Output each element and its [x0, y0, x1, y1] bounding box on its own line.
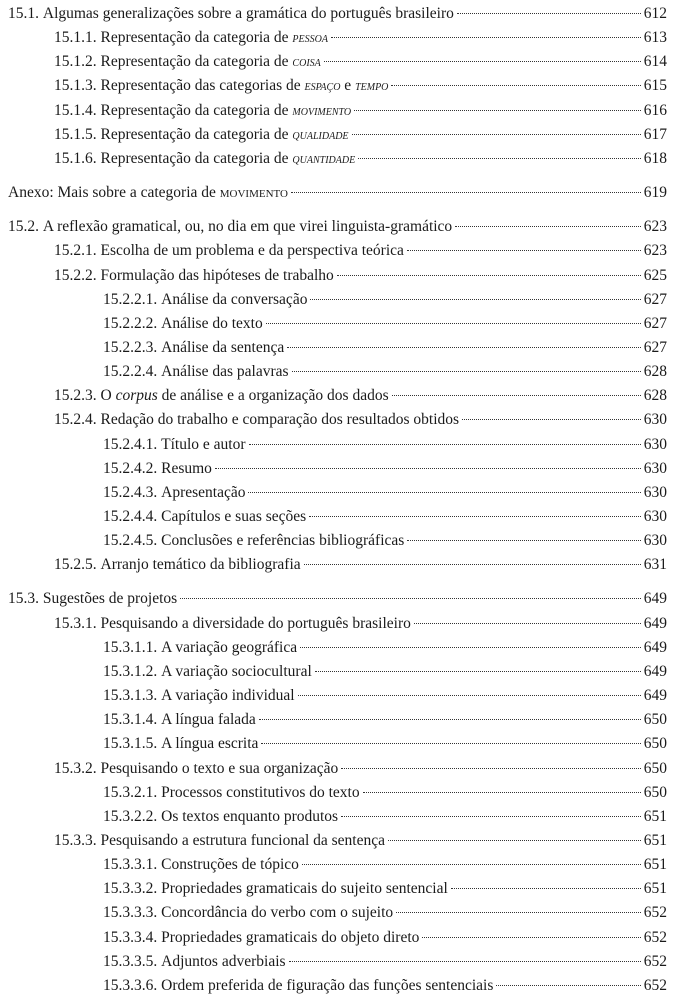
- toc-entry-title: [43, 588, 177, 610]
- toc-entry[interactable]: [0, 554, 689, 576]
- toc-entry-title: [161, 951, 285, 973]
- toc-entry-title: [101, 27, 328, 50]
- toc-entry-number: 15.2.4.2.: [103, 459, 162, 477]
- toc-entry-number: 15.2.: [8, 218, 43, 236]
- toc-entry-page-number: 623: [643, 242, 667, 260]
- dot-leader: [354, 110, 641, 111]
- toc-entry-title-part: Pesquisando a estrutura funcional da sentença: [100, 831, 386, 849]
- toc-entry[interactable]: [0, 733, 689, 755]
- toc-entry-title: [161, 289, 307, 311]
- toc-entry-title-part: Representação da categoria de: [100, 125, 293, 143]
- toc-entry-title: [161, 313, 263, 335]
- toc-entry[interactable]: [0, 685, 689, 707]
- toc-entry-page-number: 649: [643, 687, 667, 705]
- toc-entry-title-part: Análise da sentença: [161, 338, 285, 356]
- toc-entry-title-part: Anexo: Mais sobre a categoria de: [8, 184, 220, 202]
- toc-entry-title-part: corpus: [115, 387, 158, 405]
- toc-entry-number: 15.1.3.: [54, 77, 101, 95]
- toc-entry[interactable]: [0, 75, 689, 97]
- toc-entry-number: 15.3.2.1.: [103, 783, 162, 801]
- toc-entry-title-part: A variação individual: [161, 687, 295, 705]
- toc-entry-title: [101, 148, 356, 171]
- dot-leader: [358, 158, 641, 159]
- toc-entry-title-part: A língua escrita: [161, 735, 259, 753]
- toc-entry-title: [161, 975, 493, 997]
- toc-entry[interactable]: [0, 975, 689, 997]
- toc-entry-title-part: Análise da conversação: [161, 290, 308, 308]
- toc-entry-title-part: Conclusões e referências bibliográficas: [161, 532, 405, 550]
- toc-entry-title-part: Pesquisando o texto e sua organização: [100, 759, 339, 777]
- toc-entry-number: 15.1.5.: [54, 125, 101, 143]
- toc-entry-page-number: 649: [643, 590, 667, 608]
- toc-entry-number: 15.2.2.2.: [103, 314, 162, 332]
- toc-entry-title: [101, 265, 334, 287]
- toc-entry[interactable]: [0, 409, 689, 431]
- dot-leader: [392, 395, 641, 396]
- toc-entry-number: 15.2.2.3.: [103, 338, 162, 356]
- toc-entry-number: 15.2.4.: [54, 411, 101, 429]
- dot-leader: [291, 192, 641, 193]
- toc-entry-title: [161, 361, 288, 383]
- toc-entry-page-number: 625: [643, 266, 667, 284]
- toc-entry-title: [161, 661, 312, 683]
- toc-entry-number: 15.3.3.5.: [103, 952, 162, 970]
- toc-entry-title: [161, 637, 297, 659]
- toc-entry-title-part: Adjuntos adverbiais: [161, 952, 286, 970]
- toc-entry-page-number: 615: [643, 77, 667, 95]
- toc-entry-title-part: movimento: [219, 185, 289, 202]
- toc-entry[interactable]: [0, 830, 689, 852]
- toc-entry-page-number: 630: [643, 532, 667, 550]
- toc-entry-title-part: qualidade: [292, 127, 349, 143]
- dot-leader: [300, 647, 641, 648]
- toc-entry-title-part: Resumo: [161, 459, 212, 477]
- toc-entry-page-number: 623: [643, 218, 667, 236]
- toc-entry-page-number: 613: [643, 29, 667, 47]
- dot-leader: [455, 226, 641, 227]
- toc-entry-page-number: 612: [643, 5, 667, 22]
- toc-entry[interactable]: [0, 100, 689, 122]
- toc-entry-number: 15.3.1.3.: [103, 687, 162, 705]
- toc-entry[interactable]: [0, 758, 689, 780]
- toc-entry[interactable]: [0, 506, 689, 528]
- toc-entry-number: 15.3.1.5.: [103, 735, 162, 753]
- toc-entry-title-part: Título e autor: [161, 435, 246, 453]
- toc-entry-title: [161, 854, 299, 876]
- dot-leader: [388, 840, 641, 841]
- toc-entry-title-part: Os textos enquanto produtos: [161, 807, 339, 825]
- toc-entry-page-number: 651: [643, 856, 667, 874]
- toc-entry-title-part: Pesquisando a diversidade do português brasileiro: [100, 614, 411, 632]
- toc-entry[interactable]: [0, 240, 689, 262]
- toc-entry[interactable]: [0, 854, 689, 876]
- toc-entry[interactable]: [0, 124, 689, 146]
- toc-entry[interactable]: [0, 661, 689, 683]
- toc-entry-title-part: Propriedades gramaticais do objeto direto: [161, 928, 420, 946]
- toc-entry[interactable]: [0, 289, 689, 311]
- toc-entry-number: 15.3.1.2.: [103, 662, 162, 680]
- toc-entry-page-number: 652: [643, 904, 667, 922]
- toc-entry[interactable]: [0, 782, 689, 804]
- toc-entry-title: [161, 530, 404, 552]
- toc-entry-title-part: Representação das categorias de: [100, 77, 305, 95]
- dot-leader: [249, 444, 641, 445]
- toc-entry[interactable]: [0, 434, 689, 456]
- toc-entry-page-number: 650: [643, 783, 667, 801]
- toc-entry-title-part: Redação do trabalho e comparação dos resultados obtidos: [100, 411, 460, 429]
- toc-entry-title: [101, 409, 460, 431]
- toc-entry-number: 15.3.1.: [54, 614, 101, 632]
- dot-leader: [341, 768, 641, 769]
- toc-entry-number: 15.2.4.1.: [103, 435, 162, 453]
- toc-entry-title-part: Representação da categoria de: [100, 101, 293, 119]
- toc-entry-title-part: e: [340, 77, 356, 95]
- toc-entry-page-number: 649: [643, 638, 667, 656]
- toc-entry[interactable]: [0, 878, 689, 900]
- toc-entry-title-part: Algumas generalizações sobre a gramática do português brasileiro: [42, 5, 454, 22]
- toc-entry[interactable]: [0, 951, 689, 973]
- toc-entry-number: 15.1.6.: [54, 149, 101, 167]
- toc-entry[interactable]: [0, 216, 689, 238]
- toc-entry[interactable]: [0, 927, 689, 949]
- toc-entry-number: 15.3.3.1.: [103, 856, 162, 874]
- toc-entry-page-number: 630: [643, 435, 667, 453]
- dot-leader: [457, 13, 641, 14]
- toc-entry-title-part: A língua falada: [161, 711, 256, 729]
- toc-entry-page-number: 616: [643, 101, 667, 119]
- toc-entry-title: [101, 124, 349, 147]
- toc-entry-title-part: Formulação das hipóteses de trabalho: [100, 266, 334, 284]
- toc-entry-title: [161, 927, 419, 949]
- toc-entry-title: [161, 733, 258, 755]
- toc-entry-page-number: 630: [643, 459, 667, 477]
- toc-entry[interactable]: [0, 613, 689, 635]
- toc-entry-title-part: pessoa: [292, 31, 328, 47]
- dot-leader: [315, 671, 641, 672]
- dot-leader: [259, 719, 641, 720]
- toc-entry-title: [161, 902, 393, 924]
- toc-entry-page-number: 619: [643, 184, 667, 202]
- toc-entry-number: 15.2.1.: [54, 242, 101, 260]
- toc-entry-number: 15.2.2.: [54, 266, 101, 284]
- toc-entry[interactable]: [0, 361, 689, 383]
- dot-leader: [298, 695, 641, 696]
- toc-entry-title: [161, 806, 338, 828]
- dot-leader: [331, 37, 641, 38]
- toc-entry-page-number: 630: [643, 508, 667, 525]
- dot-leader: [396, 912, 641, 913]
- toc-entry-page-number: 618: [643, 149, 667, 167]
- toc-entry[interactable]: [0, 313, 689, 335]
- toc-entry[interactable]: [0, 182, 689, 204]
- toc-entry-title: [161, 782, 359, 804]
- toc-entry-page-number: 651: [643, 880, 667, 898]
- toc-entry-number: 15.3.3.: [54, 831, 101, 849]
- toc-entry-title: [43, 216, 452, 238]
- toc-entry-title-part: tempo: [355, 79, 389, 95]
- toc-entry-title: [101, 758, 339, 780]
- dot-leader: [462, 419, 641, 420]
- toc-entry[interactable]: [0, 709, 689, 731]
- toc-entry-title-part: movimento: [292, 103, 352, 119]
- toc-entry-title: [101, 554, 301, 576]
- toc-entry-title: [161, 878, 448, 900]
- dot-leader: [496, 985, 640, 986]
- toc-entry-number: 15.1.2.: [54, 53, 101, 71]
- dot-leader: [304, 564, 641, 565]
- dot-leader: [292, 371, 641, 372]
- toc-entry-title: [101, 51, 321, 74]
- toc-entry-page-number: 650: [643, 711, 667, 729]
- toc-entry[interactable]: [0, 51, 689, 73]
- toc-entry-number: 15.2.2.1.: [103, 290, 162, 308]
- dot-leader: [407, 540, 640, 541]
- dot-leader: [266, 323, 641, 324]
- dot-leader: [248, 492, 640, 493]
- toc-entry-page-number: 650: [643, 759, 667, 777]
- toc-entry-title: [101, 613, 411, 635]
- toc-entry-title: [161, 337, 284, 359]
- toc-entry-title-part: Ordem preferida de figuração das funções sentenciais: [161, 976, 494, 994]
- toc-entry-title-part: Propriedades gramaticais do sujeito sentencial: [161, 880, 448, 898]
- toc-entry-page-number: 627: [643, 314, 667, 332]
- toc-entry-number: 15.3.: [8, 590, 43, 608]
- toc-entry-title-part: Processos constitutivos do texto: [161, 783, 360, 801]
- toc-entry-title: [8, 182, 288, 204]
- toc-entry-number: 15.1.1.: [54, 29, 101, 47]
- toc-entry[interactable]: [0, 588, 689, 610]
- toc-entry-title-part: Análise das palavras: [161, 363, 289, 381]
- toc-entry-number: 15.3.3.6.: [103, 976, 162, 994]
- toc-entry-page-number: 627: [643, 290, 667, 308]
- toc-entry-title-part: Arranjo temático da bibliografia: [100, 556, 301, 574]
- dot-leader: [352, 134, 641, 135]
- toc-entry-title: [161, 709, 256, 731]
- toc-entry[interactable]: [0, 27, 689, 49]
- dot-leader: [287, 347, 641, 348]
- dot-leader: [451, 888, 641, 889]
- dot-leader: [363, 792, 641, 793]
- toc-entry-page-number: 627: [643, 338, 667, 356]
- dot-leader: [180, 598, 641, 599]
- dot-leader: [302, 864, 641, 865]
- toc-entry-page-number: 631: [643, 556, 667, 574]
- toc-entry-title-part: Análise do texto: [161, 314, 263, 332]
- toc-entry-title-part: quantidade: [292, 151, 356, 167]
- dot-leader: [414, 623, 641, 624]
- toc-entry-title-part: Apresentação: [161, 483, 246, 501]
- toc-entry[interactable]: [0, 530, 689, 552]
- toc-entry-number: 15.3.3.2.: [103, 880, 162, 898]
- toc-entry-title-part: coisa: [292, 55, 321, 71]
- toc-entry-number: 15.2.4.4.: [103, 508, 162, 525]
- toc-entry-page-number: 651: [643, 831, 667, 849]
- toc-entry-title: [161, 482, 245, 504]
- toc-entry-number: 15.2.4.3.: [103, 483, 162, 501]
- toc-entry-number: 15.3.2.: [54, 759, 101, 777]
- toc-entry-title-part: Sugestões de projetos: [42, 590, 178, 608]
- toc-entry-title: [101, 75, 389, 98]
- toc-entry[interactable]: [0, 458, 689, 480]
- toc-entry-number: 15.3.3.4.: [103, 928, 162, 946]
- toc-entry-title: [101, 385, 389, 407]
- toc-entry-number: 15.2.5.: [54, 556, 101, 574]
- toc-entry-page-number: 630: [643, 411, 667, 429]
- dot-leader: [309, 516, 641, 517]
- toc-entry[interactable]: [0, 637, 689, 659]
- toc-entry-title-part: Construções de tópico: [161, 856, 299, 874]
- dot-leader: [289, 961, 641, 962]
- toc-entry-title-part: Representação da categoria de: [100, 53, 293, 71]
- toc-entry-title-part: Capítulos e suas seções: [161, 508, 307, 525]
- dot-leader: [261, 743, 640, 744]
- toc-entry[interactable]: [0, 482, 689, 504]
- toc-entry-number: 15.3.2.2.: [103, 807, 162, 825]
- toc-entry-page-number: 652: [643, 928, 667, 946]
- toc-entry-title: [101, 240, 404, 262]
- toc-entry-page-number: 650: [643, 735, 667, 753]
- toc-entry-title-part: Concordância do verbo com o sujeito: [161, 904, 394, 922]
- toc-entry-title-part: Representação da categoria de: [100, 149, 293, 167]
- toc-entry[interactable]: [0, 337, 689, 359]
- toc-entry-title: [161, 458, 212, 480]
- dot-leader: [391, 85, 640, 86]
- toc-entry-number: 15.1.: [8, 5, 43, 22]
- dot-leader: [341, 816, 641, 817]
- toc-entry-title: [161, 685, 294, 707]
- toc-entry-page-number: 630: [643, 483, 667, 501]
- toc-entry-title-part: de análise e a organização dos dados: [157, 387, 389, 405]
- toc-entry-title: [161, 506, 306, 528]
- toc-entry-title: [101, 830, 386, 852]
- dot-leader: [407, 250, 641, 251]
- dot-leader: [422, 937, 640, 938]
- toc-entry-title-part: A variação geográfica: [161, 638, 298, 656]
- toc-entry-page-number: 649: [643, 614, 667, 632]
- dot-leader: [310, 299, 640, 300]
- dot-leader: [215, 468, 641, 469]
- toc-entry-title-part: espaço: [304, 79, 341, 95]
- toc-entry[interactable]: [0, 385, 689, 407]
- toc-entry-number: 15.3.1.4.: [103, 711, 162, 729]
- dot-leader: [337, 275, 641, 276]
- toc-entry-number: 15.3.3.3.: [103, 904, 162, 922]
- toc-entry-title-part: A reflexão gramatical, ou, no dia em que virei linguista-gramático: [42, 218, 453, 236]
- toc-entry-page-number: 651: [643, 807, 667, 825]
- toc-entry-number: 15.3.1.1.: [103, 638, 162, 656]
- toc-entry[interactable]: [0, 265, 689, 287]
- toc-entry-title-part: A variação sociocultural: [161, 662, 312, 680]
- toc-entry-title-part: O: [100, 387, 116, 405]
- dot-leader: [324, 61, 641, 62]
- toc-entry-title-part: Escolha de um problema e da perspectiva teórica: [100, 242, 404, 260]
- toc-entry-page-number: 628: [643, 387, 667, 405]
- toc-entry[interactable]: [0, 806, 689, 828]
- toc-entry-title: [161, 434, 245, 456]
- toc-entry-number: 15.2.2.4.: [103, 363, 162, 381]
- toc-entry-number: 15.2.4.5.: [103, 532, 162, 550]
- toc-entry-page-number: 652: [643, 952, 667, 970]
- toc-entry[interactable]: [0, 148, 689, 170]
- toc-entry-title: [43, 3, 454, 25]
- toc-entry-title-part: Representação da categoria de: [100, 29, 293, 47]
- toc-entry-page-number: 652: [643, 976, 667, 994]
- toc-entry-page-number: 614: [643, 53, 667, 71]
- toc-entry-page-number: 649: [643, 662, 667, 680]
- toc-entry-page-number: 617: [643, 125, 667, 143]
- toc-entry-number: 15.1.4.: [54, 101, 101, 119]
- toc-entry-title: [101, 100, 352, 123]
- toc-entry-page-number: 628: [643, 363, 667, 381]
- toc-entry[interactable]: [0, 902, 689, 924]
- toc-entry-number: 15.2.3.: [54, 387, 101, 405]
- toc-entry[interactable]: [0, 3, 689, 25]
